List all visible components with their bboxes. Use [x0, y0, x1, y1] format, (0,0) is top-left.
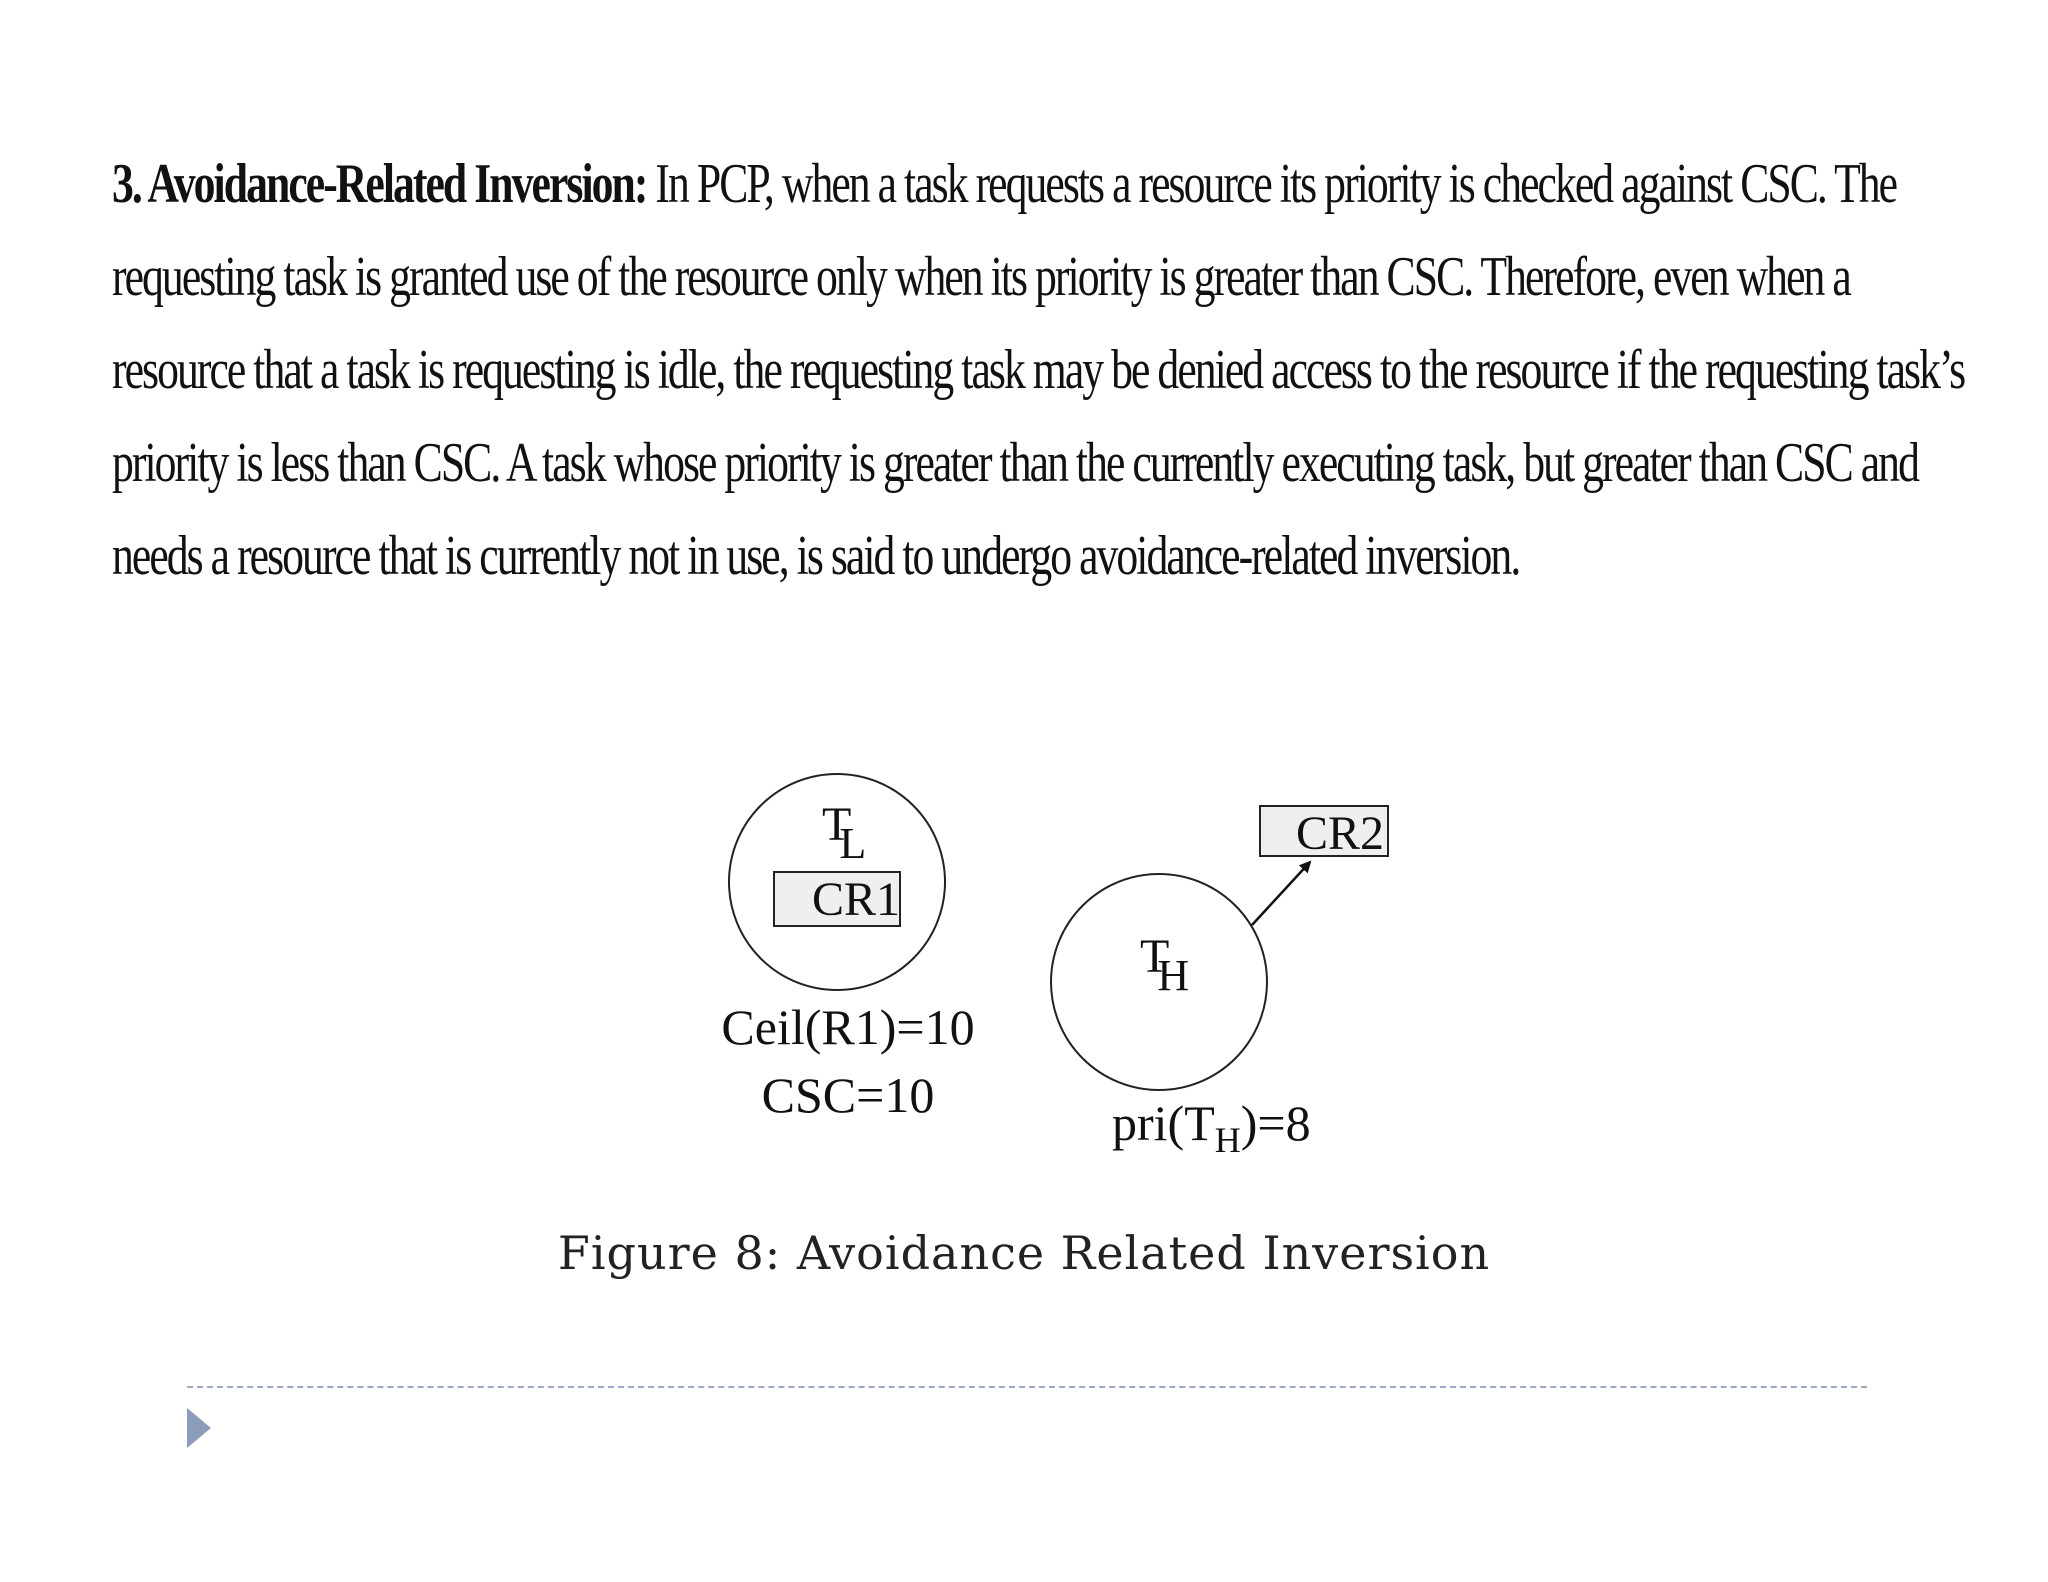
task-high-label: TH: [1140, 930, 1190, 1000]
priority-label: $pri(T_H)=8$: [1112, 1095, 1311, 1160]
ceil-label: Ceil(R1)=10: [721, 999, 975, 1055]
paragraph-heading: 3. Avoidance-Related Inversion:: [112, 153, 647, 215]
csc-label: CSC=10: [761, 1067, 935, 1123]
paragraph-body: In PCP, when a task requests a resource its priority is checked against CSC. The requesting task is granted use of the resource only when its priority is greater than CSC. Therefore, even when a resource that a task is requesting is idle, the requesting task may be denied access to the resource if the requesting task’s priority is less than CSC. A task whose priority is greater than the currently executing task, but greater than CSC and needs a resource that is currently not in use, is said to undergo avoidance-related inversion.: [112, 153, 1965, 587]
resource-label-cr2: CR2: [1296, 807, 1385, 860]
figure-caption: Figure 8: Avoidance Related Inversion: [557, 1226, 1491, 1280]
footer-divider: [187, 1386, 1867, 1388]
request-arrow: [1252, 862, 1310, 925]
task-low-label: TL: [822, 798, 867, 868]
triangle-right-icon: [187, 1408, 211, 1448]
resource-label-cr1: CR1: [812, 873, 901, 926]
